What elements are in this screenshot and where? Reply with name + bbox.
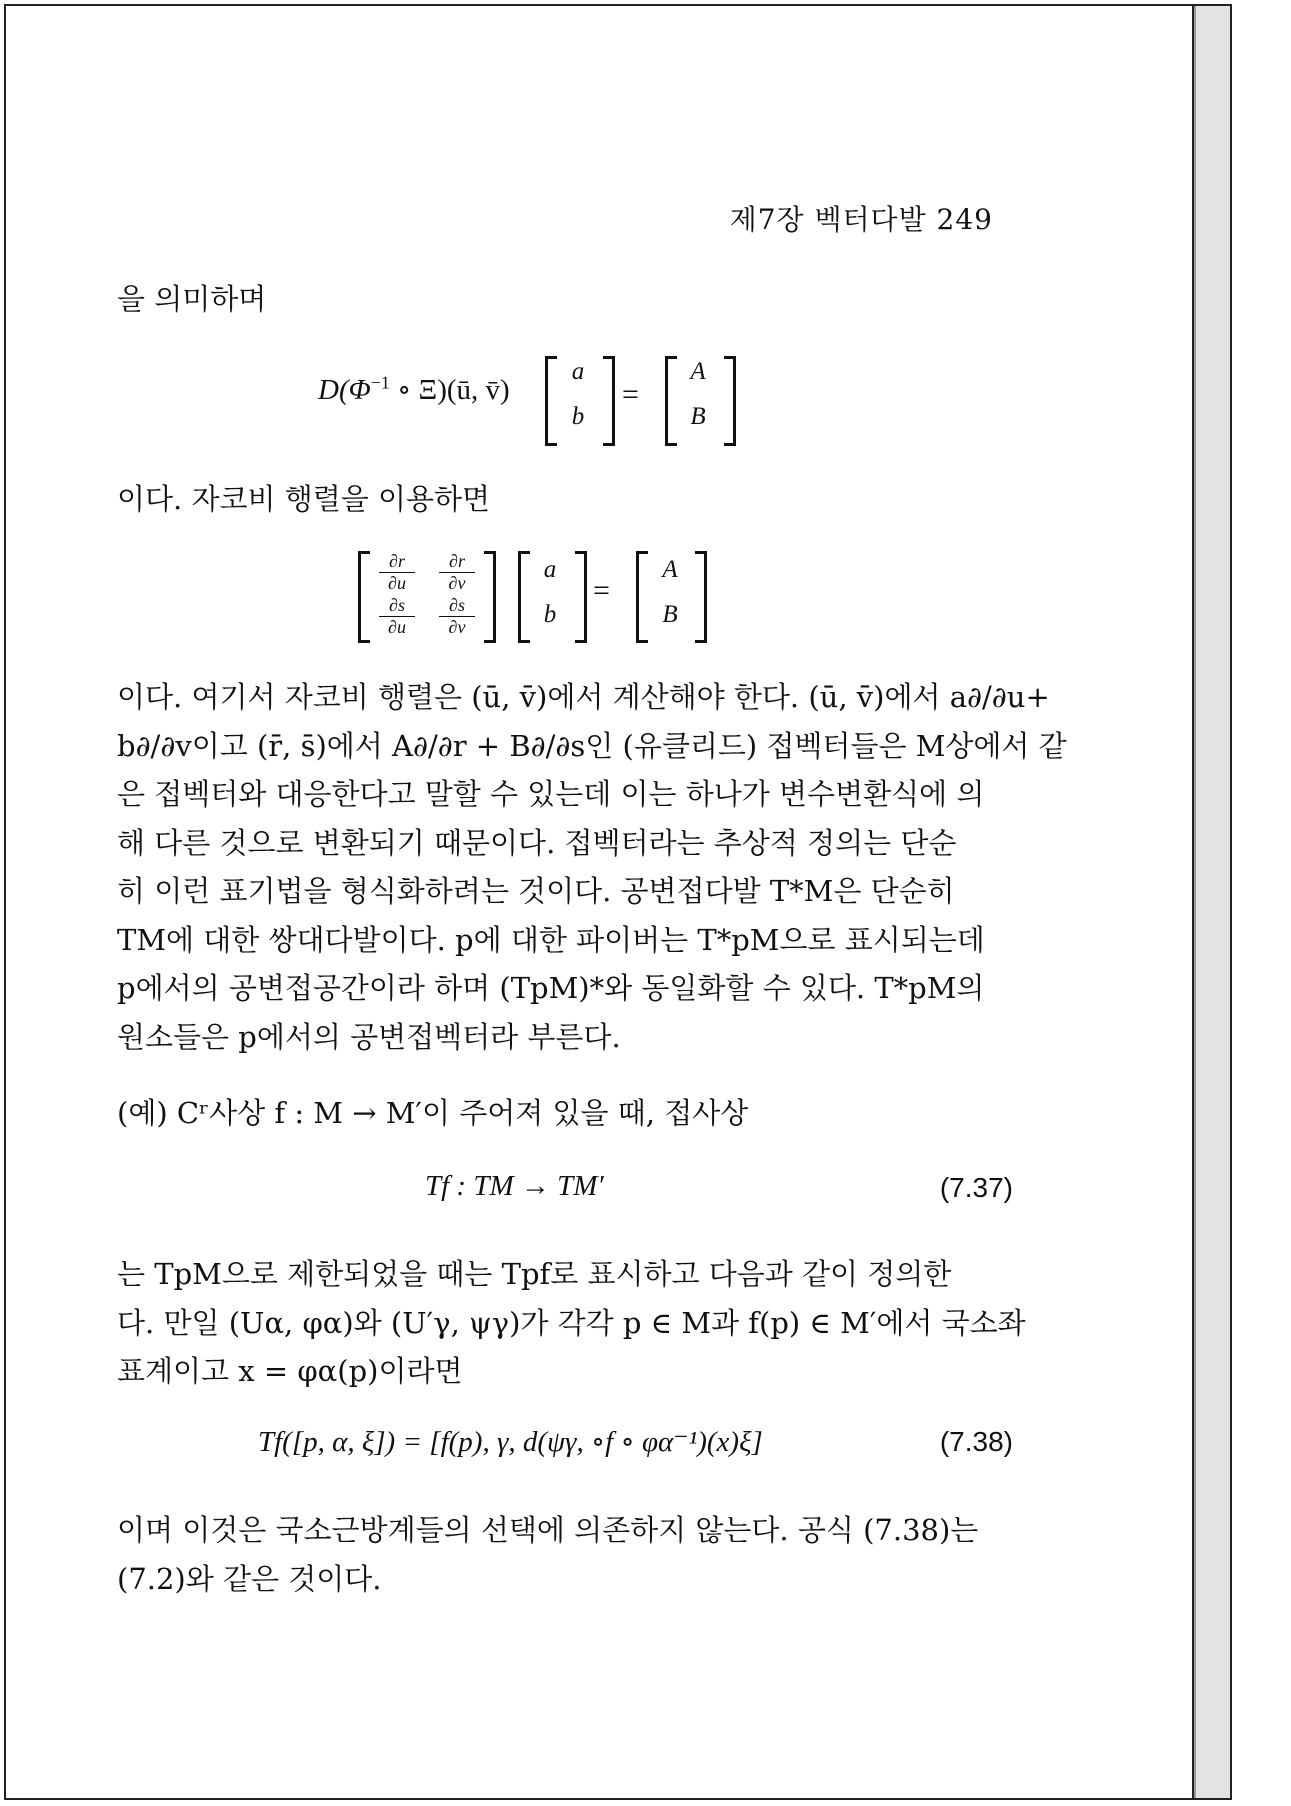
page-edge	[1194, 4, 1232, 1800]
equation-number: (7.38)	[939, 1426, 1013, 1457]
paragraph	[117, 673, 1067, 1061]
vector-entry: B	[690, 403, 706, 430]
vector-entry: A	[662, 556, 678, 583]
running-header: 제7장 벡터다발 249	[729, 203, 993, 236]
vector-entry: a	[571, 358, 585, 385]
bracket-left	[358, 551, 370, 643]
example-heading: (예) Cʳ사상 f : M → M′이 주어져 있을 때, 접사상	[117, 1096, 749, 1130]
bracket-left	[665, 356, 677, 446]
bracket-left	[636, 551, 648, 643]
bracket-right	[695, 551, 707, 643]
jacobian-entry: ∂r ∂v	[435, 552, 479, 593]
vector-entry: a	[543, 556, 557, 583]
paragraph	[117, 1250, 1026, 1396]
bracket-right	[575, 551, 587, 643]
bracket-left	[518, 551, 530, 643]
paragraph-line: 표계이고 x = φα(p)이라면	[117, 1354, 463, 1388]
equation-7-37: Tf : TM → TM′	[425, 1170, 604, 1202]
vector-entry: b	[571, 403, 585, 430]
vector-entry: A	[690, 358, 706, 385]
paragraph-line: 해 다른 것으로 변환되기 때문이다. 접벡터라는 추상적 정의는 단순	[117, 825, 957, 860]
bracket-right	[484, 551, 496, 643]
paragraph-line: 다. 만일 (Uα, φα)와 (U′γ, ψγ)가 각각 p ∈ M과 f(p) ∈ M′에서 국소좌	[117, 1305, 1026, 1340]
paragraph-line: 는 TpM으로 제한되었을 때는 Tpf로 표시하고 다음과 같이 정의한	[117, 1257, 952, 1291]
jacobian-entry: ∂s ∂u	[375, 596, 419, 637]
paragraph-line: b∂/∂v이고 (r̄, s̄)에서 A∂/∂r + B∂/∂s인 (유클리드) 접벡터들은 M상에서 같	[117, 728, 1067, 763]
jacobian-entry: ∂s ∂v	[435, 596, 479, 637]
paragraph	[117, 1506, 1015, 1603]
equals-sign: =	[622, 378, 639, 411]
vector-entry: B	[662, 601, 678, 628]
bracket-right	[603, 356, 615, 446]
paragraph-line: 이다. 여기서 자코비 행렬은 (ū, v̄)에서 계산해야 한다. (ū, v̄)에서 a∂/∂u+	[117, 680, 1050, 714]
bracket-right	[724, 356, 736, 446]
equation-7-38: Tf([p, α, ξ]) = [f(p), γ, d(ψγ, ∘f ∘ φα⁻¹)(x)ξ]	[258, 1426, 763, 1458]
text-line: 이다. 자코비 행렬을 이용하면	[117, 482, 491, 516]
eq1-lhs: $D(\Phi^{-1}$ ∘ Ξ)(ū, v̄)	[318, 372, 510, 406]
paragraph-line: 원소들은 p에서의 공변접벡터라 부른다.	[117, 1019, 621, 1054]
equation-number: (7.37)	[939, 1172, 1013, 1203]
paragraph-line: TM에 대한 쌍대다발이다. p에 대한 파이버는 T*pM으로 표시되는데	[117, 922, 985, 957]
jacobian-entry: ∂r ∂u	[375, 552, 419, 593]
paragraph-line: 히 이런 표기법을 형식화하려는 것이다. 공변접다발 T*M은 단순히	[117, 874, 955, 908]
paragraph-line: 은 접벡터와 대응한다고 말할 수 있는데 이는 하나가 변수변환식에 의	[117, 777, 985, 811]
paragraph-line: p에서의 공변접공간이라 하며 (TpM)*와 동일화할 수 있다. T*pM의	[117, 971, 985, 1005]
paragraph-line: 이며 이것은 국소근방계들의 선택에 의존하지 않는다. 공식 (7.38)는	[117, 1513, 979, 1547]
text-line: 을 의미하며	[117, 282, 267, 316]
equals-sign: =	[593, 574, 610, 607]
bracket-left	[545, 356, 557, 446]
vector-entry: b	[543, 601, 557, 628]
paragraph-line: (7.2)와 같은 것이다.	[117, 1561, 382, 1596]
